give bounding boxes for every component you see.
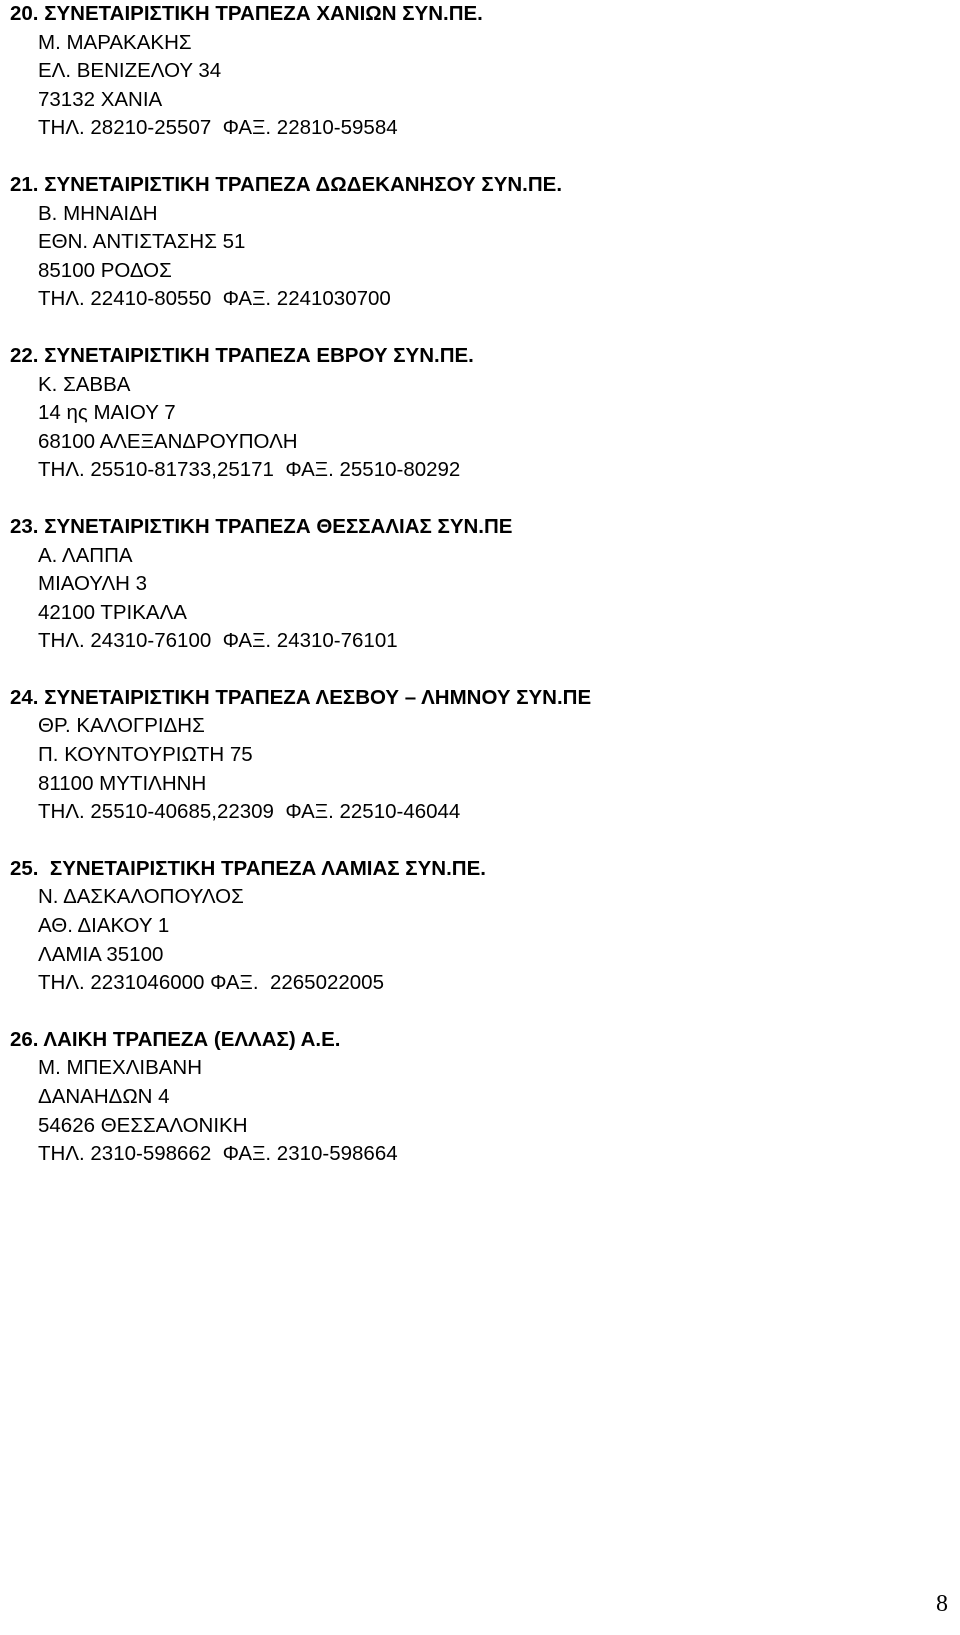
contact-person: Μ. ΜΑΡΑΚΑΚΗΣ — [38, 30, 192, 54]
postal-city: 85100 ΡΟΔΟΣ — [38, 258, 172, 282]
phone-fax: ΤΗΛ. 25510-40685,22309 ΦΑΞ. 22510-46044 — [38, 800, 461, 824]
postal-city: ΛΑΜΙΑ 35100 — [38, 942, 164, 966]
contact-person: ΘΡ. ΚΑΛΟΓΡΙΔΗΣ — [38, 714, 205, 738]
contact-person: Κ. ΣΑΒΒΑ — [38, 372, 131, 396]
bank-entry-22 — [10, 342, 910, 485]
bank-entry-21 — [10, 171, 910, 314]
bank-entry-24 — [10, 684, 910, 827]
bank-title: 20. ΣΥΝΕΤΑΙΡΙΣΤΙΚΗ ΤΡΑΠΕΖΑ ΧΑΝΙΩΝ ΣΥΝ.ΠΕ. — [10, 2, 483, 25]
contact-person: Β. ΜΗΝΑΙΔΗ — [38, 201, 158, 225]
bank-entry-23 — [10, 513, 910, 656]
bank-directory-list — [10, 0, 910, 1169]
phone-fax: ΤΗΛ. 2310-598662 ΦΑΞ. 2310-598664 — [38, 1142, 398, 1166]
street-address: 14 ης ΜΑΙΟΥ 7 — [38, 401, 176, 425]
street-address: ΑΘ. ΔΙΑΚΟΥ 1 — [38, 914, 170, 938]
phone-fax: ΤΗΛ. 2231046000 ΦΑΞ. 2265022005 — [38, 971, 384, 995]
phone-fax: ΤΗΛ. 22410-80550 ΦΑΞ. 2241030700 — [38, 287, 391, 311]
street-address: ΕΘΝ. ΑΝΤΙΣΤΑΣΗΣ 51 — [38, 230, 246, 254]
bank-title: 25. ΣΥΝΕΤΑΙΡΙΣΤΙΚΗ ΤΡΑΠΕΖΑ ΛΑΜΙΑΣ ΣΥΝ.ΠΕ. — [10, 856, 486, 880]
street-address: ΕΛ. ΒΕΝΙΖΕΛΟΥ 34 — [38, 59, 222, 83]
phone-fax: ΤΗΛ. 25510-81733,25171 ΦΑΞ. 25510-80292 — [38, 458, 461, 482]
bank-entry-26 — [10, 1026, 910, 1169]
contact-person: Α. ΛΑΠΠΑ — [38, 543, 133, 567]
street-address: ΜΙΑΟΥΛΗ 3 — [38, 572, 148, 596]
phone-fax: ΤΗΛ. 24310-76100 ΦΑΞ. 24310-76101 — [38, 629, 398, 653]
bank-title: 21. ΣΥΝΕΤΑΙΡΙΣΤΙΚΗ ΤΡΑΠΕΖΑ ΔΩΔΕΚΑΝΗΣΟΥ ΣΥΝ.ΠΕ. — [10, 172, 563, 196]
street-address: ΔΑΝΑΗΔΩΝ 4 — [38, 1085, 170, 1108]
page-number: 8 — [936, 1591, 948, 1617]
bank-entry-20 — [10, 0, 910, 143]
postal-city: 42100 ΤΡΙΚΑΛΑ — [38, 600, 187, 624]
bank-title: 23. ΣΥΝΕΤΑΙΡΙΣΤΙΚΗ ΤΡΑΠΕΖΑ ΘΕΣΣΑΛΙΑΣ ΣΥΝ.ΠΕ — [10, 514, 513, 538]
bank-title: 24. ΣΥΝΕΤΑΙΡΙΣΤΙΚΗ ΤΡΑΠΕΖΑ ΛΕΣΒΟΥ – ΛΗΜΝΟΥ ΣΥΝ.ΠΕ — [10, 685, 592, 709]
contact-person: Μ. ΜΠΕΧΛΙΒΑΝΗ — [38, 1056, 203, 1080]
postal-city: 54626 ΘΕΣΣΑΛΟΝΙΚΗ — [38, 1113, 248, 1137]
bank-title: 22. ΣΥΝΕΤΑΙΡΙΣΤΙΚΗ ΤΡΑΠΕΖΑ ΕΒΡΟΥ ΣΥΝ.ΠΕ. — [10, 343, 474, 367]
postal-city: 73132 ΧΑΝΙΑ — [38, 87, 163, 111]
bank-title: 26. ΛΑΙΚΗ ΤΡΑΠΕΖΑ (ΕΛΛΑΣ) Α.Ε. — [10, 1027, 341, 1051]
phone-fax: ΤΗΛ. 28210-25507 ΦΑΞ. 22810-59584 — [38, 116, 398, 140]
bank-entry-25 — [10, 855, 910, 998]
contact-person: Ν. ΔΑΣΚΑΛΟΠΟΥΛΟΣ — [38, 885, 244, 909]
postal-city: 81100 ΜΥΤΙΛΗΝΗ — [38, 771, 207, 795]
street-address: Π. ΚΟΥΝΤΟΥΡΙΩΤΗ 75 — [38, 743, 253, 767]
postal-city: 68100 ΑΛΕΞΑΝΔΡΟΥΠΟΛΗ — [38, 429, 298, 453]
